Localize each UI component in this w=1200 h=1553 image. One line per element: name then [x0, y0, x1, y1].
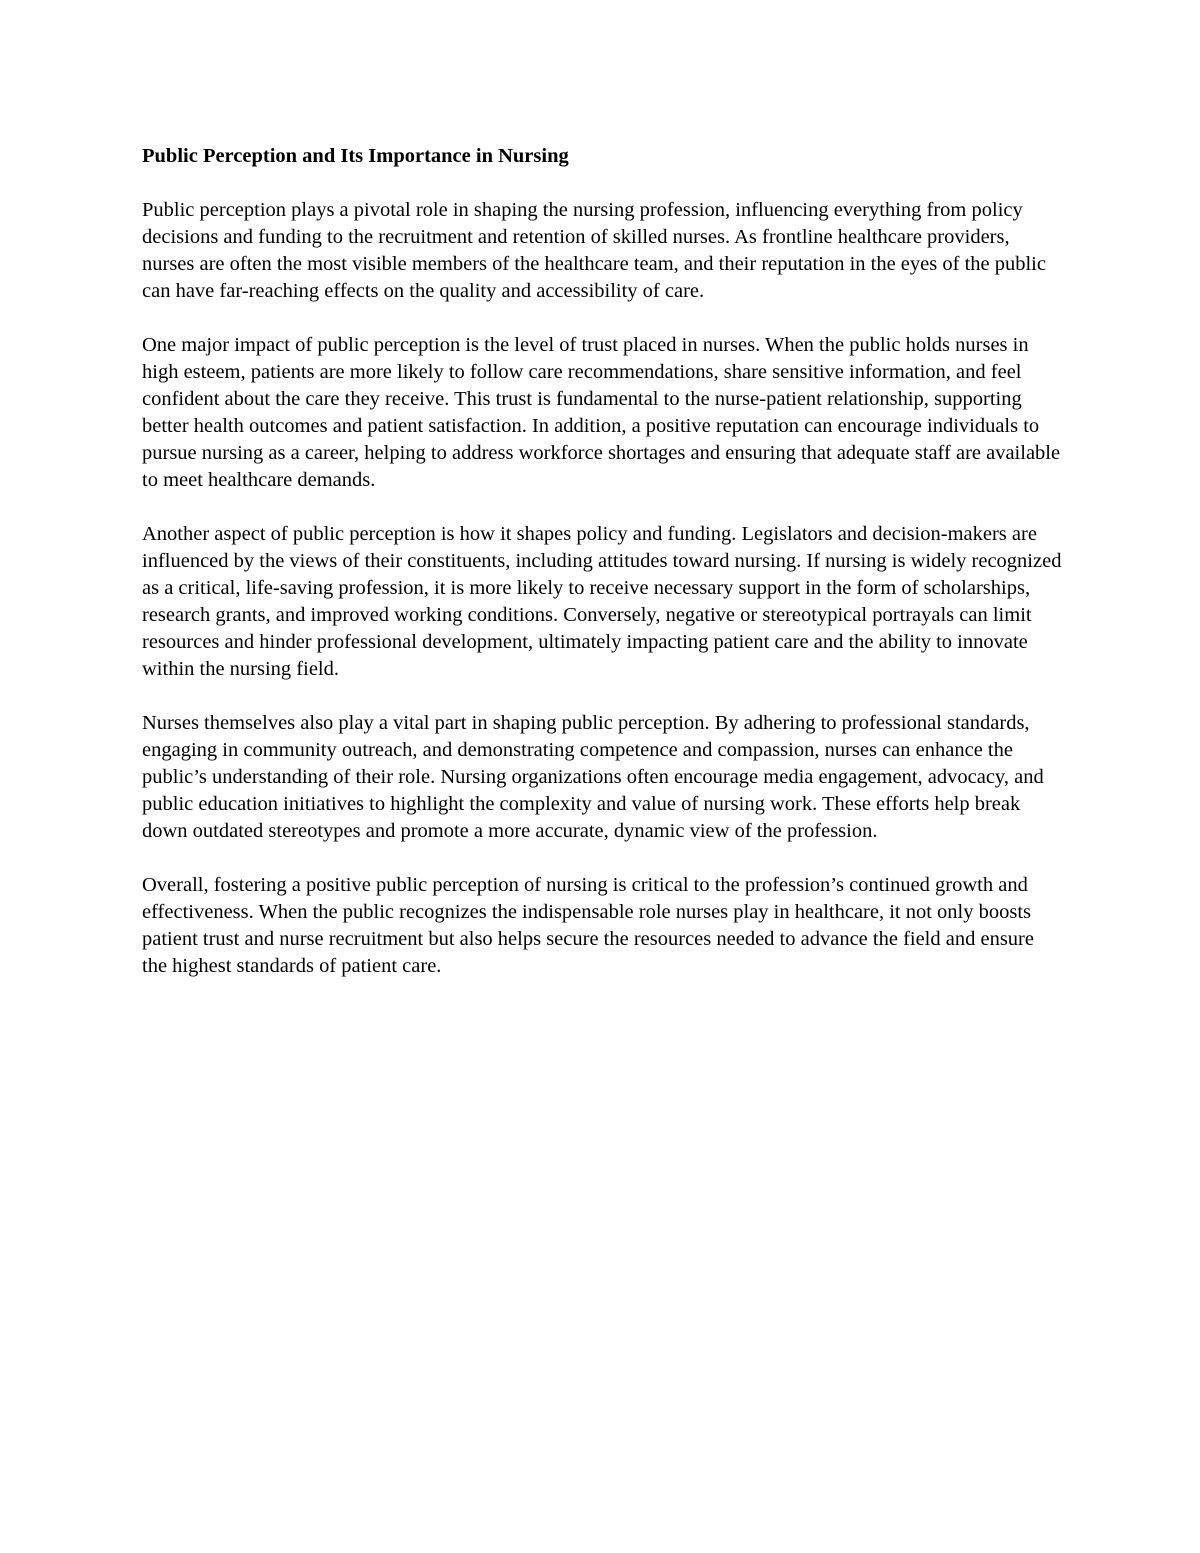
- paragraph-4: Nurses themselves also play a vital part in shaping public perception. By adhering to professional standards, engaging in community outreach, and demonstrating competence and compassion, nurses can enhance the public’s understanding of their role. Nursing organizations often encourage media engagement, advocacy, and public education initiatives to highlight the complexity and value of nursing work. These efforts help break down outdated stereotypes and promote a more accurate, dynamic view of the profession.: [142, 712, 1044, 842]
- paragraph-1: Public perception plays a pivotal role in shaping the nursing profession, influencing everything from policy decisions and funding to the recruitment and retention of skilled nurses. As frontline healthcare providers, nurses are often the most visible members of the healthcare team, and their reputation in the eyes of the public can have far-reaching effects on the quality and accessibility of care.: [142, 199, 1046, 302]
- document-body: [142, 143, 1062, 1007]
- paragraph-3: Another aspect of public perception is how it shapes policy and funding. Legislators and decision-makers are influenced by the views of their constituents, including attitudes toward nursing. If nursing is widely recognized as a critical, life-saving profession, it is more likely to receive necessary support in the form of scholarships, research grants, and improved working conditions. Conversely, negative or stereotypical portrayals can limit resources and hinder professional development, ultimately impacting patient care and the ability to innovate within the nursing field.: [142, 523, 1062, 680]
- paragraph-5: Overall, fostering a positive public perception of nursing is critical to the profession’s continued growth and effectiveness. When the public recognizes the indispensable role nurses play in healthcare, it not only boosts patient trust and nurse recruitment but also helps secure the resources needed to advance the field and ensure the highest standards of patient care.: [142, 874, 1034, 977]
- paragraph-2: One major impact of public perception is the level of trust placed in nurses. When the public holds nurses in high esteem, patients are more likely to follow care recommendations, share sensitive information, and feel confident about the care they receive. This trust is fundamental to the nurse-patient relationship, supporting better health outcomes and patient satisfaction. In addition, a positive reputation can encourage individuals to pursue nursing as a career, helping to address workforce shortages and ensuring that adequate staff are available to meet healthcare demands.: [142, 334, 1061, 491]
- document-title: Public Perception and Its Importance in Nursing: [142, 145, 569, 167]
